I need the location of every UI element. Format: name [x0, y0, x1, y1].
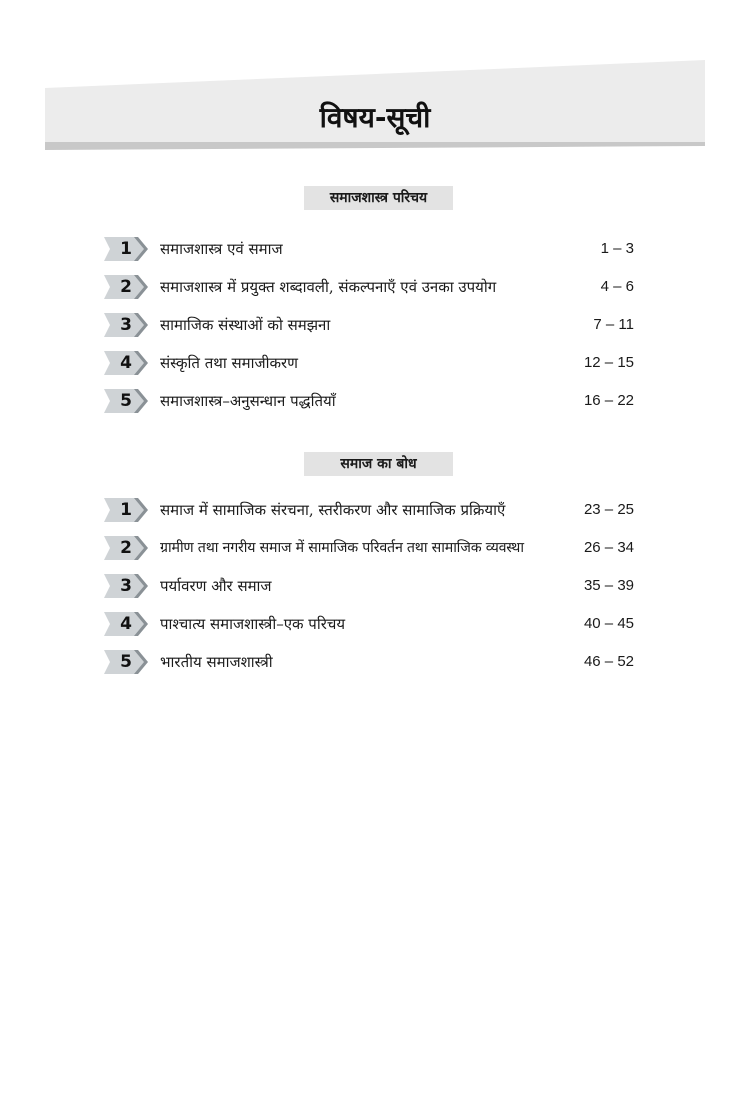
page-range: 4 – 6 [600, 278, 634, 295]
chapter-number-badge [104, 574, 148, 598]
chapter-number-badge [104, 650, 148, 674]
page-range: 1 – 3 [600, 240, 634, 257]
toc-entry[interactable] [104, 351, 634, 375]
chapter-title: समाज में सामाजिक संरचना, स्तरीकरण और सामाजिक प्रक्रियाएँ [160, 501, 506, 519]
chapter-title: ग्रामीण तथा नगरीय समाज में सामाजिक परिवर्तन तथा सामाजिक व्यवस्था [160, 540, 524, 556]
chapter-number-badge [104, 389, 148, 413]
toc-entry[interactable] [104, 313, 634, 337]
toc-entry[interactable] [104, 237, 634, 261]
toc-entry[interactable] [104, 650, 634, 674]
page-range: 35 – 39 [583, 577, 634, 594]
chapter-number: 2 [120, 538, 132, 558]
page-range: 40 – 45 [583, 615, 634, 632]
title-banner [0, 0, 750, 160]
chapter-number: 1 [120, 500, 132, 520]
page-range: 7 – 11 [593, 316, 634, 333]
toc-entry[interactable] [104, 574, 634, 598]
chapter-title: पाश्चात्य समाजशास्त्री–एक परिचय [160, 615, 346, 633]
page-range: 16 – 22 [583, 392, 634, 409]
chapter-number: 3 [120, 315, 132, 335]
chapter-title: पर्यावरण और समाज [160, 577, 272, 595]
page-range: 26 – 34 [583, 539, 634, 556]
section-heading-understanding-society: समाज का बोध [304, 452, 453, 476]
chapter-number-badge [104, 612, 148, 636]
chapter-number-badge [104, 536, 148, 560]
chapter-title: समाजशास्त्र–अनुसन्धान पद्धतियाँ [160, 392, 336, 410]
page-range: 46 – 52 [583, 653, 634, 670]
chapter-number: 2 [120, 277, 132, 297]
chapter-title: समाजशास्त्र में प्रयुक्त शब्दावली, संकल्पनाएँ एवं उनका उपयोग [160, 278, 497, 296]
chapter-title: संस्कृति तथा समाजीकरण [160, 354, 298, 372]
chapter-number: 1 [120, 239, 132, 259]
chapter-number-badge [104, 498, 148, 522]
toc-entry[interactable] [104, 389, 634, 413]
chapter-number: 5 [120, 652, 132, 672]
chapter-number: 4 [120, 353, 132, 373]
toc-entry[interactable] [104, 275, 634, 299]
chapter-number-badge [104, 313, 148, 337]
chapter-number-badge [104, 237, 148, 261]
chapter-number-badge [104, 275, 148, 299]
page-title: विषय-सूची [319, 101, 431, 134]
title-banner-underline [45, 142, 705, 150]
chapter-title: भारतीय समाजशास्त्री [160, 653, 273, 671]
section-heading-intro: समाजशास्त्र परिचय [304, 186, 453, 210]
page-range: 12 – 15 [583, 354, 634, 371]
chapter-title: समाजशास्त्र एवं समाज [160, 240, 283, 258]
page-range: 23 – 25 [583, 501, 634, 518]
chapter-number: 4 [120, 614, 132, 634]
chapter-number: 5 [120, 391, 132, 411]
chapter-title: सामाजिक संस्थाओं को समझना [160, 316, 331, 334]
toc-entry[interactable] [104, 536, 634, 560]
chapter-number: 3 [120, 576, 132, 596]
toc-entry[interactable] [104, 612, 634, 636]
chapter-number-badge [104, 351, 148, 375]
toc-entry[interactable] [104, 498, 634, 522]
